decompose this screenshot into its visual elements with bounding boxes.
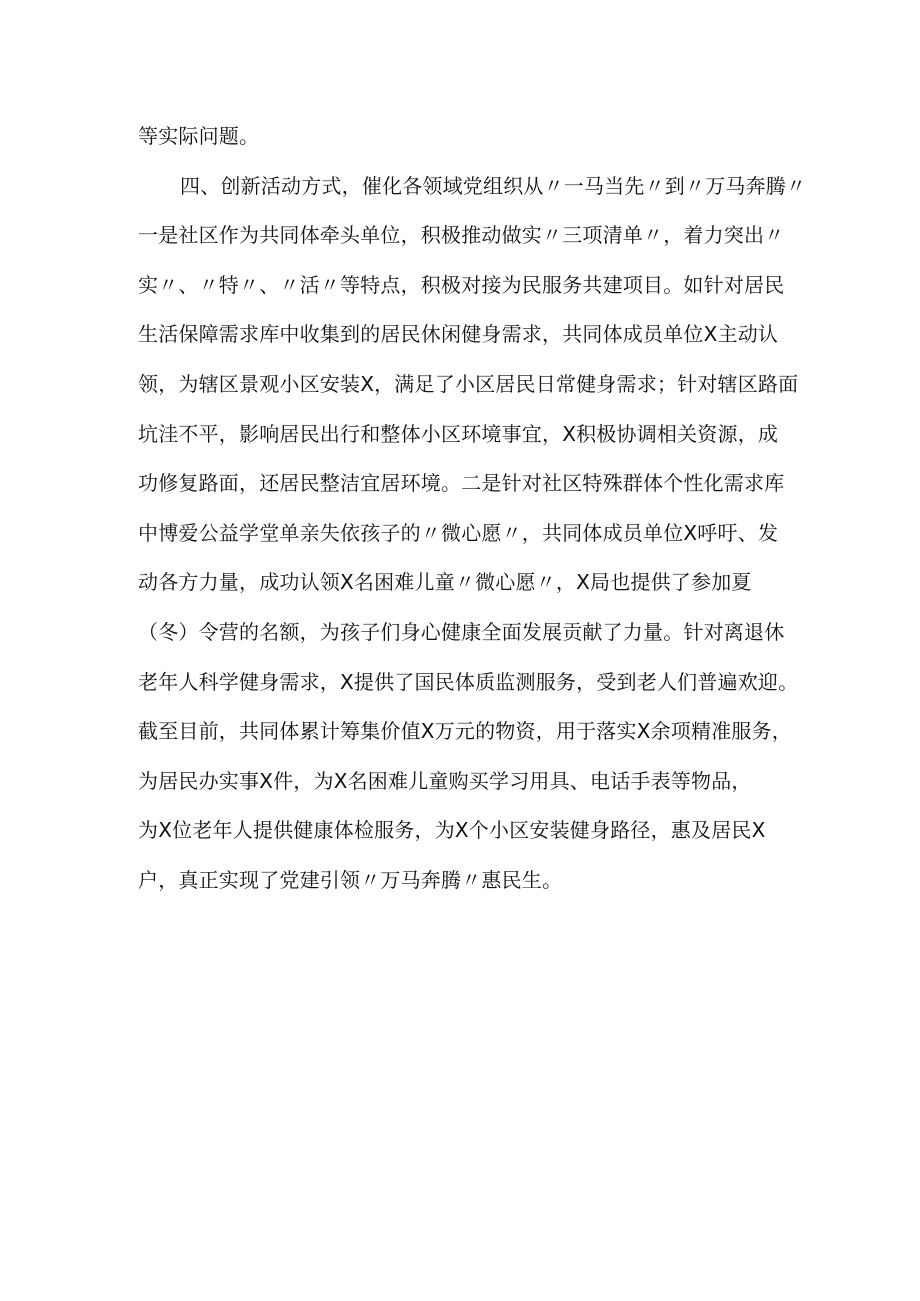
text-line: 为X位老年人提供健康体检服务，为X个小区安装健身路径，惠及居民X	[138, 818, 766, 843]
text-line: 功修复路面，还居民整洁宜居环境。二是针对社区特殊群体个性化需求库	[138, 471, 785, 496]
text-line: 户，真正实现了党建引领〃万马奔腾〃惠民生。	[138, 867, 563, 892]
text-line: 截至目前，共同体累计筹集价值X万元的物资，用于落实X余项精准服务，	[138, 719, 793, 744]
text-line: 等实际问题。	[138, 124, 260, 148]
text-line: 坑洼不平，影响居民出行和整体小区环境事宜，X积极协调相关资源，成	[138, 421, 779, 446]
text-line: 领，为辖区景观小区安装X，满足了小区居民日常健身需求；针对辖区路面	[138, 371, 799, 396]
text-line: 实〃、〃特〃、〃活〃等特点，积极对接为民服务共建项目。如针对居民	[138, 272, 785, 297]
section-heading-line: 四、创新活动方式，催化各领域党组织从〃一马当先〃到〃万马奔腾〃	[180, 173, 807, 198]
text-line: 生活保障需求库中收集到的居民休闲健身需求，共同体成员单位X主动认	[138, 322, 779, 347]
text-line: 老年人科学健身需求，X提供了国民体质监测服务，受到老人们普遍欢迎。	[138, 669, 799, 694]
text-line: 一是社区作为共同体牵头单位，积极推动做实〃三项清单〃，着力突出〃	[138, 223, 785, 248]
document-body	[138, 112, 807, 906]
text-line: 动各方力量，成功认领X名困难儿童〃微心愿〃，X局也提供了参加夏	[138, 570, 752, 595]
text-line: 中博爱公益学堂单亲失依孩子的〃微心愿〃，共同体成员单位X呼吁、发	[138, 520, 779, 545]
text-line: （冬）令营的名额，为孩子们身心健康全面发展贡献了力量。针对离退休	[138, 619, 785, 644]
text-line: 为居民办实事X件，为X名困难儿童购买学习用具、电话手表等物品，	[138, 768, 752, 793]
